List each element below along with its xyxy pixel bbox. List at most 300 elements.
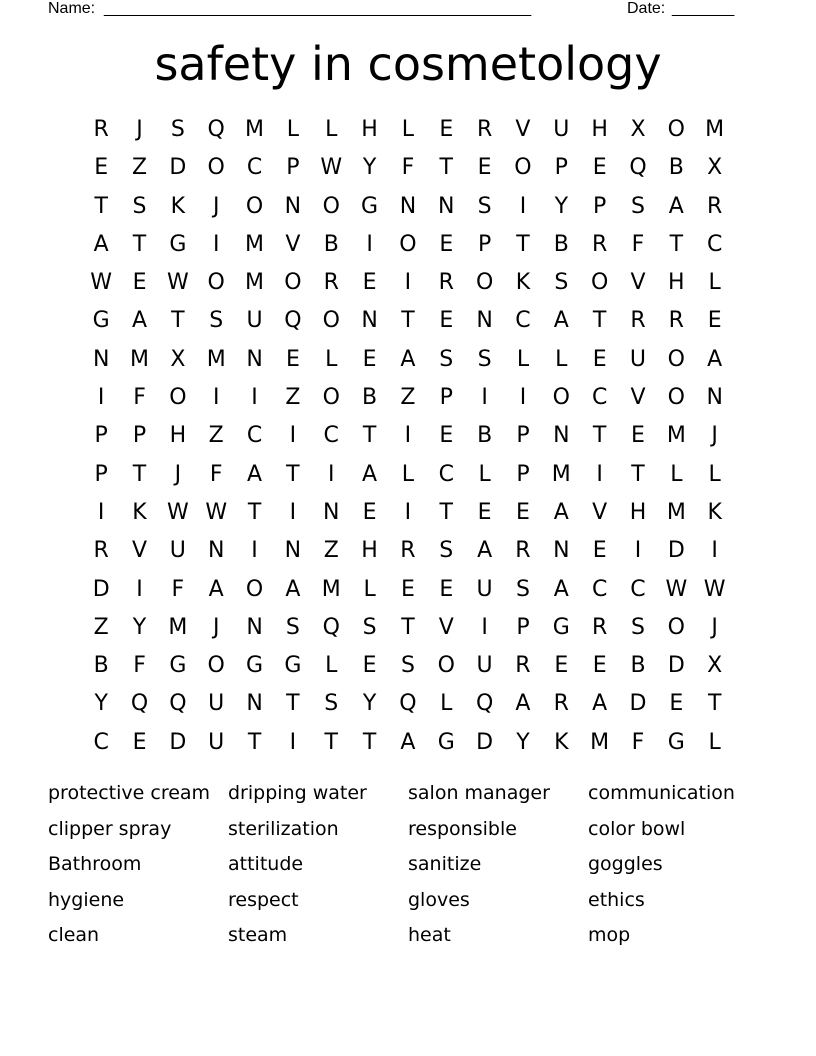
- grid-letter: M: [206, 346, 226, 372]
- grid-letter: K: [515, 270, 531, 296]
- word-list-item: sterilization: [228, 817, 339, 840]
- grid-letter: Q: [629, 155, 647, 181]
- word-list-item: respect: [228, 888, 299, 911]
- grid-letter: N: [92, 346, 110, 372]
- grid-letter: X: [630, 117, 646, 142]
- grid-letter: W: [166, 270, 189, 296]
- grid-letter: U: [208, 729, 225, 755]
- grid-row: [82, 417, 734, 455]
- grid-letter: R: [93, 117, 109, 142]
- grid-letter: M: [666, 499, 686, 525]
- grid-letter: H: [361, 117, 378, 142]
- grid-letter: O: [399, 231, 417, 257]
- word-list-item: gloves: [408, 888, 470, 911]
- grid-letter: W: [90, 270, 113, 296]
- grid-letter: W: [703, 576, 726, 602]
- grid-letter: A: [208, 576, 224, 602]
- grid-letter: K: [170, 193, 186, 219]
- grid-letter: A: [553, 308, 569, 334]
- grid-letter: O: [322, 308, 340, 334]
- grid-letter: R: [438, 270, 454, 296]
- grid-letter: R: [630, 308, 646, 334]
- grid-letter: C: [630, 576, 646, 602]
- grid-letter: Q: [399, 691, 417, 717]
- grid-letter: C: [246, 423, 263, 449]
- grid-letter: B: [362, 385, 378, 411]
- grid-letter: F: [631, 729, 645, 755]
- grid-letter: O: [514, 155, 532, 181]
- grid-letter: R: [515, 653, 531, 679]
- grid-letter: H: [361, 538, 378, 564]
- grid-letter: S: [477, 346, 492, 372]
- grid-letter: A: [477, 538, 493, 564]
- grid-letter: T: [132, 231, 147, 257]
- grid-letter: N: [553, 538, 570, 564]
- grid-letter: E: [477, 155, 492, 181]
- grid-letter: E: [362, 499, 377, 525]
- grid-letter: G: [361, 193, 379, 219]
- grid-letter: E: [477, 499, 492, 525]
- grid-letter: Z: [285, 385, 301, 411]
- grid-letter: I: [711, 538, 718, 564]
- grid-letter: L: [516, 346, 530, 372]
- grid-letter: U: [629, 346, 647, 372]
- grid-letter: D: [92, 576, 110, 602]
- grid-letter: M: [551, 461, 571, 487]
- grid-letter: T: [631, 461, 645, 487]
- grid-letter: I: [327, 461, 335, 487]
- grid-letter: M: [705, 117, 725, 142]
- grid-letter: K: [707, 499, 722, 525]
- grid-letter: S: [209, 308, 224, 334]
- grid-letter: T: [247, 729, 262, 755]
- grid-letter: O: [169, 385, 187, 411]
- grid-letter: P: [477, 231, 492, 257]
- word-list-item: steam: [228, 924, 288, 946]
- word-list-item: responsible: [408, 817, 517, 840]
- grid-letter: S: [132, 193, 147, 219]
- page-title: safety in cosmetology: [154, 37, 662, 91]
- grid-letter: G: [169, 653, 187, 679]
- grid-letter: T: [171, 308, 185, 334]
- grid-letter: O: [667, 385, 685, 411]
- grid-letter: F: [631, 231, 645, 257]
- grid-row: [82, 456, 734, 494]
- grid-letter: T: [707, 691, 722, 717]
- grid-letter: E: [439, 231, 454, 257]
- grid-row: [82, 188, 734, 226]
- grid-letter: L: [401, 117, 415, 142]
- grid-letter: U: [208, 691, 225, 717]
- grid-letter: T: [516, 231, 530, 257]
- word-list-item: color bowl: [588, 817, 686, 840]
- grid-letter: R: [668, 308, 684, 334]
- grid-letter: T: [286, 461, 300, 487]
- grid-row: [82, 724, 734, 762]
- grid-letter: B: [93, 653, 109, 679]
- grid-letter: E: [439, 423, 454, 449]
- grid-letter: O: [207, 270, 225, 296]
- grid-letter: X: [170, 346, 186, 372]
- letter-grid: [82, 111, 734, 761]
- grid-letter: A: [93, 231, 109, 257]
- grid-letter: O: [207, 155, 225, 181]
- grid-letter: L: [708, 461, 721, 487]
- grid-letter: L: [325, 653, 338, 679]
- grid-letter: M: [590, 729, 610, 755]
- grid-letter: J: [711, 423, 718, 449]
- grid-letter: M: [321, 576, 341, 602]
- name-blank-line: ________________________________________________: [104, 0, 532, 17]
- grid-letter: R: [476, 117, 493, 142]
- grid-letter: I: [481, 614, 488, 640]
- grid-letter: E: [554, 653, 569, 679]
- grid-letter: L: [325, 117, 338, 142]
- grid-letter: E: [631, 423, 645, 449]
- word-list-item: goggles: [588, 853, 663, 875]
- grid-letter: N: [361, 308, 378, 334]
- word-list-row: [48, 919, 768, 955]
- grid-letter: T: [401, 308, 415, 334]
- word-list-item: heat: [408, 924, 451, 946]
- grid-letter: J: [174, 461, 182, 487]
- header-line: [48, 0, 748, 20]
- grid-letter: L: [286, 117, 300, 142]
- grid-letter: Z: [93, 614, 109, 640]
- grid-letter: O: [284, 270, 302, 296]
- grid-letter: P: [132, 423, 147, 449]
- grid-letter: P: [516, 614, 530, 640]
- grid-letter: I: [212, 385, 220, 411]
- grid-letter: O: [322, 385, 340, 411]
- grid-letter: Q: [475, 691, 494, 717]
- grid-letter: E: [592, 538, 607, 564]
- grid-letter: A: [553, 576, 569, 602]
- grid-letter: Z: [208, 423, 224, 449]
- grid-letter: B: [323, 231, 339, 257]
- grid-letter: I: [519, 385, 527, 411]
- grid-letter: M: [168, 614, 188, 640]
- grid-letter: D: [169, 729, 187, 755]
- grid-letter: T: [592, 423, 607, 449]
- grid-letter: V: [438, 614, 454, 640]
- grid-letter: P: [94, 461, 108, 487]
- grid-letter: R: [553, 691, 569, 717]
- grid-letter: E: [592, 653, 607, 679]
- grid-letter: I: [404, 423, 412, 449]
- grid-letter: A: [707, 346, 723, 372]
- word-list: [48, 777, 768, 955]
- grid-letter: O: [475, 270, 494, 296]
- grid-letter: V: [285, 231, 301, 257]
- grid-letter: A: [362, 461, 378, 487]
- grid-letter: R: [93, 538, 109, 564]
- grid-row: [82, 341, 734, 379]
- grid-letter: B: [477, 423, 493, 449]
- grid-letter: P: [439, 385, 453, 411]
- grid-letter: I: [289, 729, 297, 755]
- grid-letter: H: [668, 270, 685, 296]
- word-list-item: communication: [588, 782, 735, 804]
- grid-letter: S: [324, 691, 339, 717]
- grid-letter: G: [667, 729, 685, 755]
- grid-letter: M: [245, 270, 265, 296]
- grid-letter: N: [284, 538, 302, 564]
- grid-letter: N: [399, 193, 417, 219]
- grid-letter: I: [481, 385, 488, 411]
- grid-letter: L: [325, 346, 338, 372]
- grid-letter: Q: [284, 308, 302, 334]
- grid-letter: T: [324, 729, 338, 755]
- grid-letter: C: [706, 231, 723, 257]
- grid-letter: V: [131, 538, 148, 564]
- grid-letter: T: [401, 614, 415, 640]
- grid-row: [82, 149, 734, 187]
- grid-letter: Q: [130, 691, 149, 717]
- grid-letter: I: [251, 538, 258, 564]
- word-list-row: [48, 848, 768, 884]
- grid-letter: E: [669, 691, 684, 717]
- grid-letter: E: [362, 653, 377, 679]
- grid-letter: N: [284, 193, 302, 219]
- grid-letter: S: [631, 614, 645, 640]
- grid-letter: A: [400, 729, 416, 755]
- grid-letter: W: [205, 499, 228, 525]
- grid-letter: C: [323, 423, 339, 449]
- grid-letter: H: [169, 423, 187, 449]
- grid-letter: T: [362, 423, 377, 449]
- grid-letter: D: [667, 653, 685, 679]
- grid-letter: Y: [516, 729, 530, 755]
- grid-letter: P: [286, 155, 300, 181]
- grid-letter: J: [136, 117, 143, 142]
- word-list-row: [48, 813, 768, 849]
- grid-letter: O: [590, 270, 609, 296]
- grid-letter: I: [519, 193, 527, 219]
- word-list-item: sanitize: [408, 853, 482, 875]
- grid-letter: I: [212, 231, 220, 257]
- grid-letter: V: [515, 117, 531, 142]
- word-list-item: salon manager: [408, 782, 550, 804]
- grid-letter: N: [246, 691, 263, 717]
- grid-letter: L: [478, 461, 491, 487]
- word-list-item: ethics: [588, 888, 645, 911]
- grid-row: [82, 571, 734, 609]
- grid-letter: E: [362, 270, 377, 296]
- grid-letter: C: [515, 308, 531, 334]
- grid-letter: R: [707, 193, 723, 219]
- grid-letter: M: [245, 231, 265, 257]
- grid-row: [82, 302, 734, 340]
- grid-letter: A: [515, 691, 531, 717]
- grid-letter: V: [592, 499, 608, 525]
- grid-row: [82, 685, 734, 723]
- grid-row: [82, 379, 734, 417]
- grid-letter: G: [552, 614, 570, 640]
- grid-letter: A: [553, 499, 569, 525]
- grid-letter: E: [362, 346, 377, 372]
- grid-row: [82, 226, 734, 264]
- grid-letter: S: [477, 193, 492, 219]
- grid-letter: T: [247, 499, 262, 525]
- grid-letter: L: [363, 576, 376, 602]
- word-list-item: mop: [588, 924, 631, 946]
- grid-letter: P: [554, 155, 568, 181]
- grid-letter: O: [667, 614, 685, 640]
- grid-letter: R: [515, 538, 531, 564]
- grid-letter: V: [630, 270, 646, 296]
- grid-letter: O: [667, 117, 685, 142]
- grid-letter: D: [169, 155, 187, 181]
- grid-letter: B: [553, 231, 569, 257]
- grid-letter: N: [246, 346, 263, 372]
- grid-letter: Q: [169, 691, 187, 717]
- grid-letter: O: [322, 193, 340, 219]
- grid-row: [82, 264, 734, 302]
- grid-letter: J: [212, 614, 220, 640]
- grid-letter: Q: [207, 117, 225, 142]
- grid-letter: X: [707, 155, 723, 181]
- grid-row: [82, 532, 734, 570]
- grid-letter: S: [170, 117, 185, 142]
- grid-letter: N: [476, 308, 493, 334]
- grid-letter: N: [438, 193, 455, 219]
- grid-letter: E: [439, 117, 454, 142]
- grid-row: [82, 609, 734, 647]
- grid-letter: E: [439, 308, 454, 334]
- grid-letter: Y: [132, 614, 147, 640]
- word-list-item: hygiene: [48, 888, 125, 911]
- grid-letter: A: [247, 461, 263, 487]
- grid-letter: E: [707, 308, 722, 334]
- grid-letter: R: [323, 270, 339, 296]
- grid-letter: R: [591, 614, 608, 640]
- grid-letter: S: [400, 653, 415, 679]
- grid-letter: T: [439, 155, 453, 181]
- grid-letter: C: [591, 576, 608, 602]
- grid-letter: Y: [362, 155, 377, 181]
- grid-letter: L: [670, 461, 683, 487]
- grid-letter: Y: [554, 193, 569, 219]
- grid-letter: G: [284, 653, 302, 679]
- grid-letter: K: [132, 499, 147, 525]
- grid-letter: B: [668, 155, 684, 181]
- grid-letter: A: [668, 193, 684, 219]
- grid-letter: N: [246, 614, 263, 640]
- grid-letter: S: [362, 614, 377, 640]
- grid-letter: I: [289, 423, 297, 449]
- word-list-item: Bathroom: [48, 853, 142, 875]
- grid-letter: A: [285, 576, 301, 602]
- grid-letter: G: [169, 231, 187, 257]
- word-list-item: clipper spray: [48, 817, 172, 840]
- date-blank-line: _______: [672, 0, 735, 17]
- grid-letter: S: [515, 576, 530, 602]
- grid-letter: U: [169, 538, 186, 564]
- word-list-row: [48, 884, 768, 920]
- grid-letter: H: [591, 117, 608, 142]
- grid-letter: N: [706, 385, 723, 411]
- grid-letter: S: [439, 538, 454, 564]
- date-label: Date:: [627, 0, 666, 17]
- grid-letter: O: [667, 346, 685, 372]
- grid-letter: J: [212, 193, 220, 219]
- grid-letter: R: [400, 538, 416, 564]
- grid-letter: E: [132, 270, 147, 296]
- grid-letter: G: [92, 308, 110, 334]
- grid-letter: L: [708, 270, 721, 296]
- grid-letter: Z: [323, 538, 339, 564]
- grid-letter: T: [669, 231, 684, 257]
- grid-letter: M: [130, 346, 149, 372]
- grid-letter: W: [665, 576, 688, 602]
- grid-letter: U: [476, 576, 493, 602]
- word-list-item: dripping water: [228, 782, 367, 804]
- grid-letter: Q: [322, 614, 340, 640]
- grid-letter: I: [251, 385, 258, 411]
- grid-letter: T: [592, 308, 607, 334]
- grid-letter: G: [437, 729, 455, 755]
- grid-letter: I: [634, 538, 642, 564]
- grid-letter: S: [439, 346, 454, 372]
- grid-letter: T: [439, 499, 453, 525]
- grid-letter: M: [245, 117, 265, 142]
- grid-letter: X: [707, 653, 723, 679]
- grid-letter: Y: [94, 691, 108, 717]
- grid-letter: P: [516, 423, 530, 449]
- grid-letter: O: [245, 193, 264, 219]
- grid-letter: E: [400, 576, 415, 602]
- grid-letter: I: [136, 576, 143, 602]
- grid-row: [82, 647, 734, 685]
- grid-letter: Z: [131, 155, 148, 181]
- grid-letter: A: [400, 346, 416, 372]
- grid-letter: L: [401, 461, 415, 487]
- grid-letter: E: [94, 155, 109, 181]
- grid-letter: N: [553, 423, 570, 449]
- grid-letter: F: [401, 155, 415, 181]
- grid-letter: S: [554, 270, 569, 296]
- grid-letter: H: [629, 499, 647, 525]
- grid-letter: S: [631, 193, 645, 219]
- grid-letter: B: [630, 653, 646, 679]
- grid-letter: D: [667, 538, 685, 564]
- grid-letter: E: [439, 576, 454, 602]
- grid-letter: E: [285, 346, 300, 372]
- grid-row: [82, 111, 734, 149]
- grid-letter: U: [246, 308, 263, 334]
- grid-letter: I: [404, 499, 412, 525]
- grid-letter: I: [97, 385, 105, 411]
- grid-letter: F: [133, 653, 146, 679]
- grid-letter: J: [711, 614, 718, 640]
- grid-letter: F: [133, 385, 146, 411]
- grid-letter: M: [666, 423, 686, 449]
- grid-letter: R: [591, 231, 608, 257]
- grid-letter: A: [131, 308, 148, 334]
- grid-letter: E: [592, 155, 607, 181]
- grid-letter: E: [516, 499, 530, 525]
- grid-letter: P: [94, 423, 108, 449]
- grid-letter: C: [93, 729, 109, 755]
- grid-letter: I: [596, 461, 603, 487]
- grid-letter: D: [629, 691, 647, 717]
- grid-letter: T: [286, 691, 300, 717]
- grid-letter: E: [132, 729, 147, 755]
- grid-letter: F: [171, 576, 185, 602]
- grid-letter: L: [708, 729, 721, 755]
- grid-letter: S: [285, 614, 300, 640]
